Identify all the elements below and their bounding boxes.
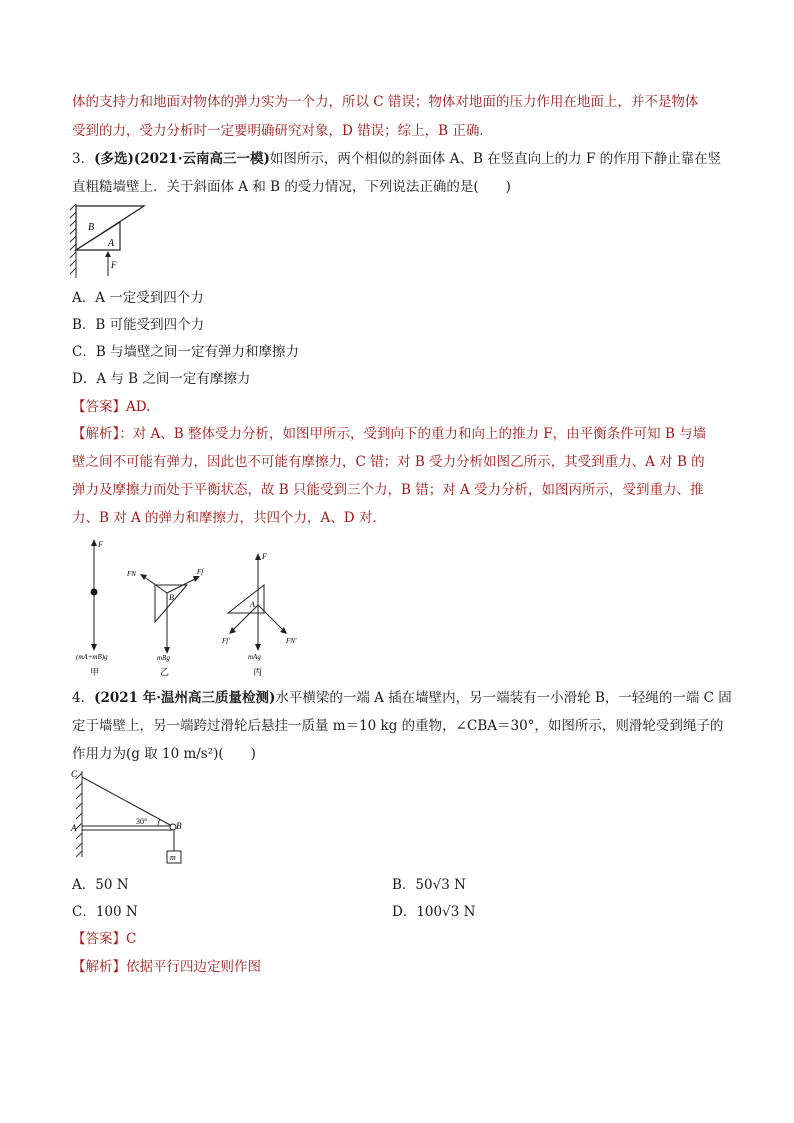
- label-a: A: [108, 238, 115, 249]
- jia-label-g: (mA+mB)g: [76, 653, 108, 661]
- q4-stem-line-2: 定于墙壁上，另一端跨过滑轮后悬挂一质量 m＝10 kg 的重物，∠CBA＝30°，如图所示，则滑轮受到绳子的: [72, 718, 724, 734]
- q3-option-c: C．B 与墙壁之间一定有弹力和摩擦力: [72, 344, 300, 360]
- label-b: B: [88, 222, 95, 233]
- bing-caption: 丙: [253, 667, 263, 677]
- analysis-text: 依据平行四边定则作图: [126, 959, 261, 975]
- label-m: m: [170, 853, 176, 862]
- yi-label-g: mBg: [157, 654, 170, 662]
- q4-number: 4．: [72, 690, 95, 706]
- yi-label-ff: Ff: [197, 568, 204, 576]
- q3-source: (多选)(2021·云南高三一模): [94, 151, 270, 167]
- bing-label-a: A: [250, 600, 255, 609]
- label-angle: 30°: [136, 817, 148, 826]
- figure-bing: [220, 545, 310, 680]
- beam: [82, 826, 174, 830]
- wall-hatching: [70, 204, 76, 278]
- analysis-tag: 【解析】: [72, 959, 126, 975]
- jia-caption: 甲: [90, 667, 100, 677]
- q3-stem-text-1: 如图所示，两个相似的斜面体 A、B 在竖直向上的力 F 的作用下静止靠在竖: [269, 151, 722, 167]
- bing-label-g: mAg: [248, 653, 261, 661]
- prev-solution-line-2: 受到的力，受力分析时一定要明确研究对象，D 错误；综上，B 正确．: [72, 123, 493, 139]
- yi-label-fn: FN: [127, 570, 136, 578]
- yi-label-b: B: [169, 593, 174, 602]
- bing-label-f: F: [262, 552, 267, 561]
- q4-option-b: B．50√3 N: [392, 877, 466, 893]
- answer-value: C: [126, 931, 137, 947]
- bing-label-ff: Ff′: [222, 637, 230, 645]
- q3-answer: [72, 397, 150, 417]
- bing-label-fn: FN′: [286, 637, 297, 645]
- label-b: B: [176, 821, 182, 831]
- q3-figure-slopes: [68, 200, 168, 280]
- q4-option-a: A．50 N: [72, 877, 129, 893]
- prev-solution-line-1: 体的支持力和地面对物体的弹力实为一个力，所以 C 错误；物体对地面的压力作用在地面上，并不是物体: [72, 94, 699, 110]
- q3-option-d: D．A 与 B 之间一定有摩擦力: [72, 371, 251, 387]
- label-a: A: [71, 823, 77, 833]
- jia-label-f: F: [98, 540, 103, 549]
- q4-stem-text-1: 水平横梁的一端 A 插在墙壁内，另一端装有一小滑轮 B，一轻绳的一端 C 固: [275, 690, 732, 706]
- q4-answer: [72, 929, 136, 949]
- analysis-text-1: ：对 A、B 整体受力分析，如图甲所示，受到向下的重力和向上的推力 F，由平衡条件可知 B 与墙: [119, 426, 707, 442]
- q3-analysis-line-1: [72, 424, 706, 444]
- q3-analysis-line-4: 力、B 对 A 的弹力和摩擦力，共四个力，A、D 对．: [72, 510, 386, 526]
- q4-figure-pulley: [66, 765, 196, 870]
- q3-option-a: A．A 一定受到四个力: [72, 290, 204, 306]
- q4-stem-line-1: [72, 688, 732, 708]
- q3-analysis-line-2: 壁之间不可能有弹力，因此也不可能有摩擦力，C 错；对 B 受力分析如图乙所示，其受到重力、A 对 B 的: [72, 454, 705, 470]
- q3-number: 3．: [72, 151, 95, 167]
- q4-stem-line-3: 作用力为(g 取 10 m/s²)( ): [72, 746, 256, 762]
- q4-option-d: D．100√3 N: [392, 904, 476, 920]
- q3-analysis-line-3: 弹力及摩擦力而处于平衡状态，故 B 只能受到三个力，B 错；对 A 受力分析，如图丙所示，受到重力、推: [72, 482, 704, 498]
- figure-yi: [125, 560, 215, 680]
- answer-value: AD.: [126, 399, 151, 415]
- label-f: F: [111, 260, 117, 270]
- answer-tag: 【答案】: [72, 931, 126, 947]
- label-c: C: [71, 769, 78, 779]
- yi-caption: 乙: [160, 667, 170, 677]
- q3-stem-line-2: 直粗糙墙壁上．关于斜面体 A 和 B 的受力情况，下列说法正确的是( ): [72, 179, 511, 195]
- analysis-tag: 【解析】: [72, 426, 120, 442]
- q4-analysis: [72, 957, 261, 977]
- q3-stem-line-1: [72, 149, 721, 169]
- q4-option-c: C．100 N: [72, 904, 138, 920]
- rope-cb: [82, 777, 172, 826]
- answer-tag: 【答案】: [72, 399, 126, 415]
- q3-option-b: B．B 可能受到四个力: [72, 317, 205, 333]
- q4-source: (2021 年·温州高三质量检测): [94, 690, 276, 706]
- figure-jia: [70, 535, 130, 680]
